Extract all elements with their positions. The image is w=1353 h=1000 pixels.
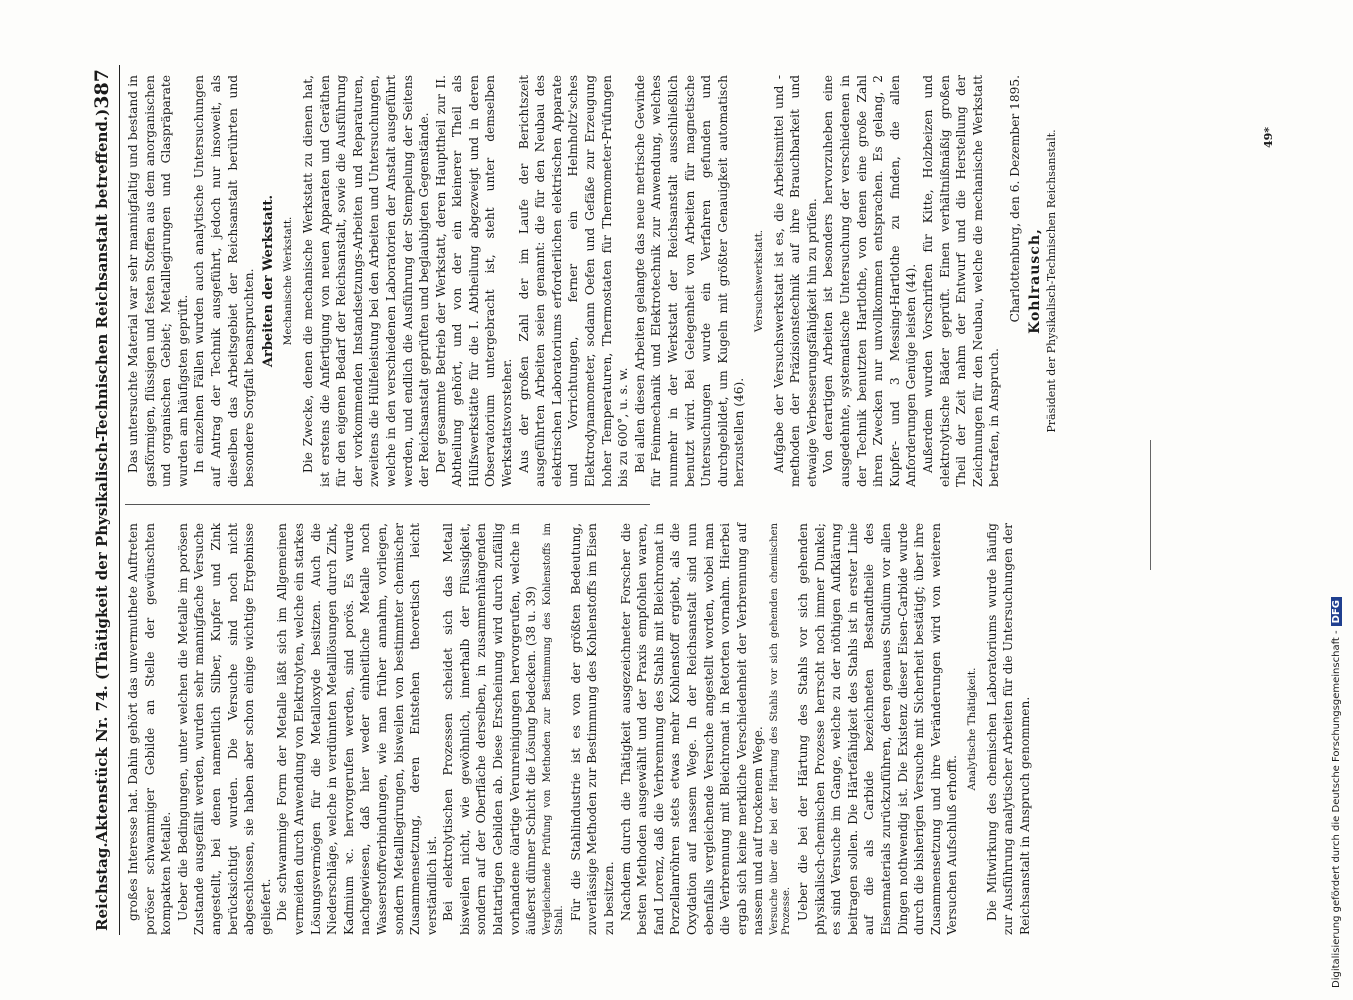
page-number: 387 xyxy=(91,69,113,109)
sheet-number: 49* xyxy=(1262,126,1275,148)
right-column-section: Arbeiten der Werkstatt. xyxy=(260,194,276,368)
left-column-para: Ueber die Bedingungen, unter welchen die Metalle im porösen Zustande ausgefällt werden, wurden sehr mannigfache Versuche angestellt, bei denen namentlich Silber, Kupfer und Zink berücksichtigt wurden. Die Versuche sind noch nicht abgeschlossen, sie haben aber schon einige wichtige Ergebnisse geliefert. xyxy=(175,523,273,935)
right-column-para: In einzelnen Fällen wurden auch analytische Untersuchungen auf Antrag der Technik ausgeführt, jedoch nur insoweit, als dieselben das Arbeitsgebiet der Reichsanstalt berührten und besondere Sorgfalt beanspruchten. xyxy=(192,75,257,487)
left-column-para: Die Mitwirkung des chemischen Laboratoriums wurde häufig zur Ausführung analytischer Arbeiten für die Untersuchungen der Reichsanstalt in Anspruch genommen. xyxy=(984,523,1032,935)
right-column-para: Aufgabe der Versuchswerkstatt ist es, die Arbeitsmittel und -methoden der Präzisionstechnik auf ihre Brauchbarkeit und etwaige Verbesserungsfähigkeit hin zu prüfen. xyxy=(771,75,819,487)
right-column-para: Außerdem wurden Vorschriften für Kitte, Holzbeizen und elektrolytische Bäder geprüft. Einen verhältnißmäßig großen Theil der Zeit nahm der Entwurf und die Herstellung der Zeichnungen für den Neubau, welche die mechanische Werkstatt betrafen, in Anspruch. xyxy=(920,75,1002,487)
left-column-note: Vergleichende Prüfung von Methoden zur Bestimmung des Kohlenstoffs im Stahl. xyxy=(541,523,565,935)
left-column-para: Bei elektrolytischen Prozessen scheidet sich das Metall bisweilen nicht, wie gewöhnlich, innerhalb der Flüssigkeit, sondern auf der Oberfläche derselben, in zusammenhängenden blattartigen Gebilden ab. Diese Erscheinung wird durch zufällig vorhandene ölartige Verunreinigungen hervorgerufen, welche in äußerst dünner Schicht die Lösung bedecken. (38 u. 39) xyxy=(441,523,539,935)
left-column-para: Die schwammige Form der Metalle läßt sich im Allgemeinen vermeiden durch Anwendung von Elektrolyten, welche ein starkes Lösungsvermögen für die Metalloxyde besitzen. Auch die Niederschläge, welche in verdünnten Metalllösungen durch Zink, Kadmium ꝛc. hervorgerufen werden, sind porös. Es wurde nachgewiesen, daß hier weder einheitliche Metalle noch Wasserstoffverbindungen, wie man früher annahm, vorliegen, sondern Metalllegirungen, bisweilen von bestimmter chemischer Zusammensetzung, deren Entstehen theoretisch leicht verständlich ist. xyxy=(275,523,439,935)
left-column-para: großes Interesse hat. Dahin gehört das unvermuthete Auftreten poröser schwammiger Gebilde an Stelle der gewünschten kompakten Metalle. xyxy=(126,523,174,935)
right-column-subhead: Versuchswerkstatt. xyxy=(752,229,765,333)
credit-text: Digitalisierung gefördert durch die Deutsche Forschungsgemeinschaft - xyxy=(1331,630,1342,988)
left-column xyxy=(125,523,1032,935)
left-column-para: Für die Stahlindustrie ist es von der größten Bedeutung, zuverlässige Methoden zur Bestimmung des Kohlenstoffs im Eisen zu besitzen. xyxy=(568,523,617,935)
right-column-para: Aus der großen Zahl der im Laufe der Berichtszeit ausgeführten Arbeiten seien genannt: die für den Neubau des elektrischen Laboratoriums erforderlichen elektrischen Apparate und Vorrichtungen, ferner ein Helmholtz'sches Elektrodynamometer, sodann Oefen und Gefäße zur Erzeugung hoher Temperaturen, Thermostaten für Thermometer-Prüfungen bis zu 600°, u. s. w. xyxy=(516,75,631,487)
margin-rule xyxy=(1150,440,1151,570)
digitization-credit xyxy=(1331,597,1342,988)
page-header xyxy=(85,65,120,935)
left-column-para: Ueber die bei der Härtung des Stahls vor sich gehenden physikalisch-chemischen Prozesse herrscht noch immer Dunkel; es sind Versuche im Gange, welche zu der nöthigen Aufklärung beitragen sollen. Die Härtefähigkeit des Stahls ist in erster Linie auf die als Carbide bezeichneten Bestandtheile des Eisenmaterials zurückzuführen, deren genaues Studium vor allen Dingen nothwendig ist. Die Existenz dieser Eisen-Carbide wurde durch die bisherigen Versuche mit Sicherheit bestätigt; über ihre Zusammensetzung und ihre Veränderungen wird von weiteren Versuchen Aufschluß erhofft. xyxy=(795,523,960,935)
right-column-sigtitle: Präsident der Physikalisch-Technischen Reichsanstalt. xyxy=(1045,129,1059,433)
right-column-date: Charlottenburg, den 6. Dezember 1895. xyxy=(1007,75,1022,323)
header-left: Reichstag. xyxy=(93,842,111,931)
right-column-subhead: Mechanische Werkstatt. xyxy=(282,216,295,346)
right-column xyxy=(125,75,1059,487)
left-column-subhead: Analytische Thätigkeit. xyxy=(965,667,978,791)
header-title: Aktenstück Nr. 74. (Thätigkeit der Physikalisch-Technischen Reichsanstalt betreffend.) xyxy=(93,108,111,843)
dfg-logo: DFG xyxy=(1331,597,1342,626)
right-column-para: Die Zwecke, denen die mechanische Werkstatt zu dienen hat, ist erstens die Anfertigung von neuen Apparaten und Geräthen für den eigenen Bedarf der Reichsanstalt, sowie die Ausführung der vorkommenden Instandsetzungs-Arbeiten und Reparaturen, zweitens die Hülfeleistung bei den Arbeiten und Untersuchungen, welche in den verschiedenen Laboratorien der Anstalt ausgeführt werden, und endlich die Ausführung der Stempelung der Seitens der Reichsanstalt geprüften und beglaubigten Gegenstände. xyxy=(300,75,432,487)
right-column-para: Von derartigen Arbeiten ist besonders hervorzuheben eine ausgedehnte, systematische Untersuchung der verschiedenen in der Technik benutzten Hartlothe, von denen eine große Zahl ihren Zwecken nur unvollkommen entsprachen. Es gelang, 2 Kupfer- und 3 Messing-Hartlothe zu finden, die allen Anforderungen Genüge leisten (44). xyxy=(821,75,919,487)
left-column-note: Versuche über die bei der Härtung des Stahls vor sich gehenden chemischen Prozesse. xyxy=(768,523,792,935)
right-column-para: Das untersuchte Material war sehr mannigfaltig und bestand in gasförmigen, flüssigen und festen Stoffen aus dem anorganischen und organischen Gebiet; Metalllegirungen und Glaspräparate wurden am häufigsten geprüft. xyxy=(126,75,190,487)
document-page xyxy=(85,65,1325,935)
column-divider xyxy=(125,504,650,505)
right-column-para: Der gesammte Betrieb der Werkstatt, deren Haupttheil zur II. Abtheilung gehört, und von der ein kleinerer Theil als Hülfswerkstätte für die I. Abtheilung abgezweigt und in deren Observatorium untergebracht ist, steht unter demselben Werkstattsvorsteher. xyxy=(433,75,515,487)
left-column-para: Nachdem durch die Thätigkeit ausgezeichneter Forscher die besten Methoden ausgewählt und der Praxis empfohlen waren, fand Lorenz, daß die Verbrennung des Stahls mit Bleichromat in Porzellanröhren stets etwas mehr Kohlenstoff ergiebt, als die Oxydation auf nassem Wege. In der Reichsanstalt sind nun ebenfalls vergleichende Versuche angestellt worden, wobei man die Verbrennung mit Bleichromat in Retorten vornahm. Hierbei ergab sich keine merkliche Verschiedenheit der Verbrennung auf nassem und auf trockenem Wege. xyxy=(618,523,766,935)
right-column-signature: Kohlrausch, xyxy=(1027,228,1044,334)
right-column-para: Bei allen diesen Arbeiten gelangte das neue metrische Gewinde für Feinmechanik und Elektrotechnik zur Anwendung, welches nunmehr in der Werkstatt der Reichsanstalt ausschließlich benutzt wird. Bei Gelegenheit von Arbeiten für magnetische Untersuchungen wurde ein Verfahren gefunden und durchgebildet, um Kugeln mit größter Genauigkeit automatisch herzustellen (46). xyxy=(632,75,747,487)
